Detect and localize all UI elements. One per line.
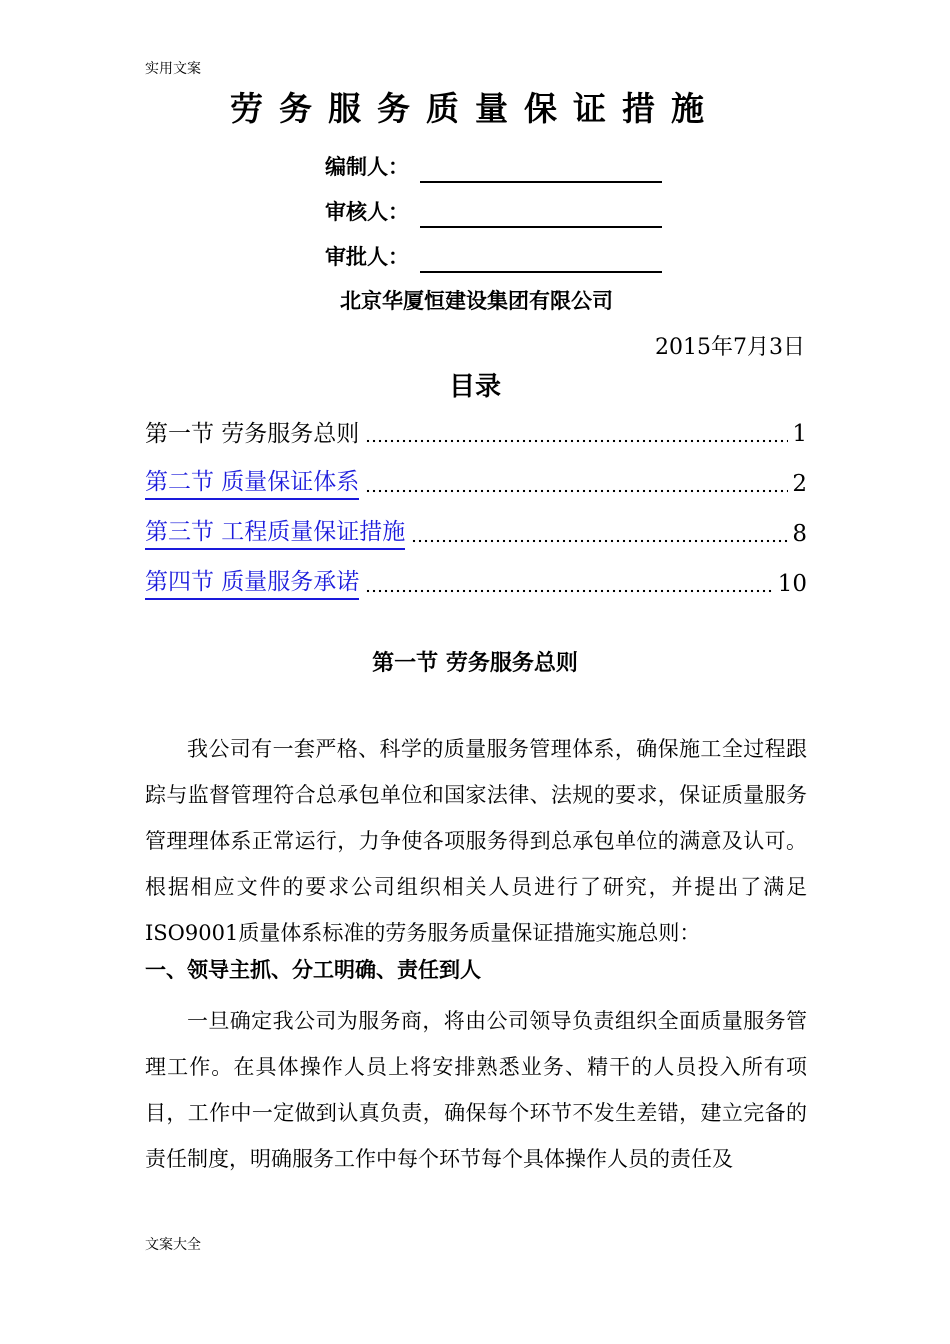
toc-entry-link[interactable]: 第三节 工程质量保证措施: [145, 516, 405, 550]
toc-title: 目录: [448, 372, 501, 402]
signature-label: 审核人：: [325, 200, 409, 224]
body-paragraph: 一旦确定我公司为服务商，将由公司领导负责组织全面质量服务管理工作。在具体操作人员上将安排熟悉业务、精干的人员投入所有项目，工作中一定做到认真负责，确保每个环节不发生差错，建立完备的责任制度，明确服务工作中每个环节每个具体操作人员的责任及: [145, 1009, 807, 1171]
signature-line: [420, 226, 662, 228]
section-title: 第一节 劳务服务总则: [372, 651, 578, 676]
page-header: 实用文案: [145, 61, 201, 77]
toc-leader-dots: [365, 488, 788, 494]
toc-entry[interactable]: [145, 560, 807, 600]
toc-page-number: 10: [777, 571, 807, 597]
toc-page-number: 1: [792, 421, 807, 447]
toc-leader-dots: [365, 438, 788, 444]
document-date: 2015年7月3日: [655, 335, 805, 360]
toc-entry[interactable]: [145, 410, 807, 450]
toc-entry-link[interactable]: 第四节 质量服务承诺: [145, 566, 359, 600]
signature-label: 编制人：: [325, 155, 409, 179]
toc-entry-link[interactable]: 第二节 质量保证体系: [145, 466, 359, 500]
toc-page-number: 2: [792, 471, 807, 497]
signature-line: [420, 181, 662, 183]
document-title: 劳务服务质量保证措施: [230, 89, 720, 128]
intro-paragraph: 我公司有一套严格、科学的质量服务管理体系，确保施工全过程跟踪与监督管理符合总承包单位和国家法律、法规的要求，保证质量服务管理理体系正常运行，力争使各项服务得到总承包单位的满意及认可。根据相应文件的要求公司组织相关人员进行了研究，并提出了满足ISO9001质量体系标准的劳务服务质量保证措施实施总则：: [145, 737, 807, 945]
toc-entry[interactable]: [145, 460, 807, 500]
toc-leader-dots: [365, 588, 773, 594]
signature-label: 审批人：: [325, 245, 409, 269]
subheading: 一、领导主抓、分工明确、责任到人: [145, 958, 481, 982]
toc-page-number: 8: [792, 521, 807, 547]
toc-entry-text[interactable]: 第一节 劳务服务总则: [145, 421, 360, 447]
signature-line: [420, 271, 662, 273]
company-name: 北京华厦恒建设集团有限公司: [340, 289, 613, 313]
toc-entry[interactable]: [145, 510, 807, 550]
page-footer: 文案大全: [145, 1237, 201, 1253]
toc-leader-dots: [411, 538, 788, 544]
